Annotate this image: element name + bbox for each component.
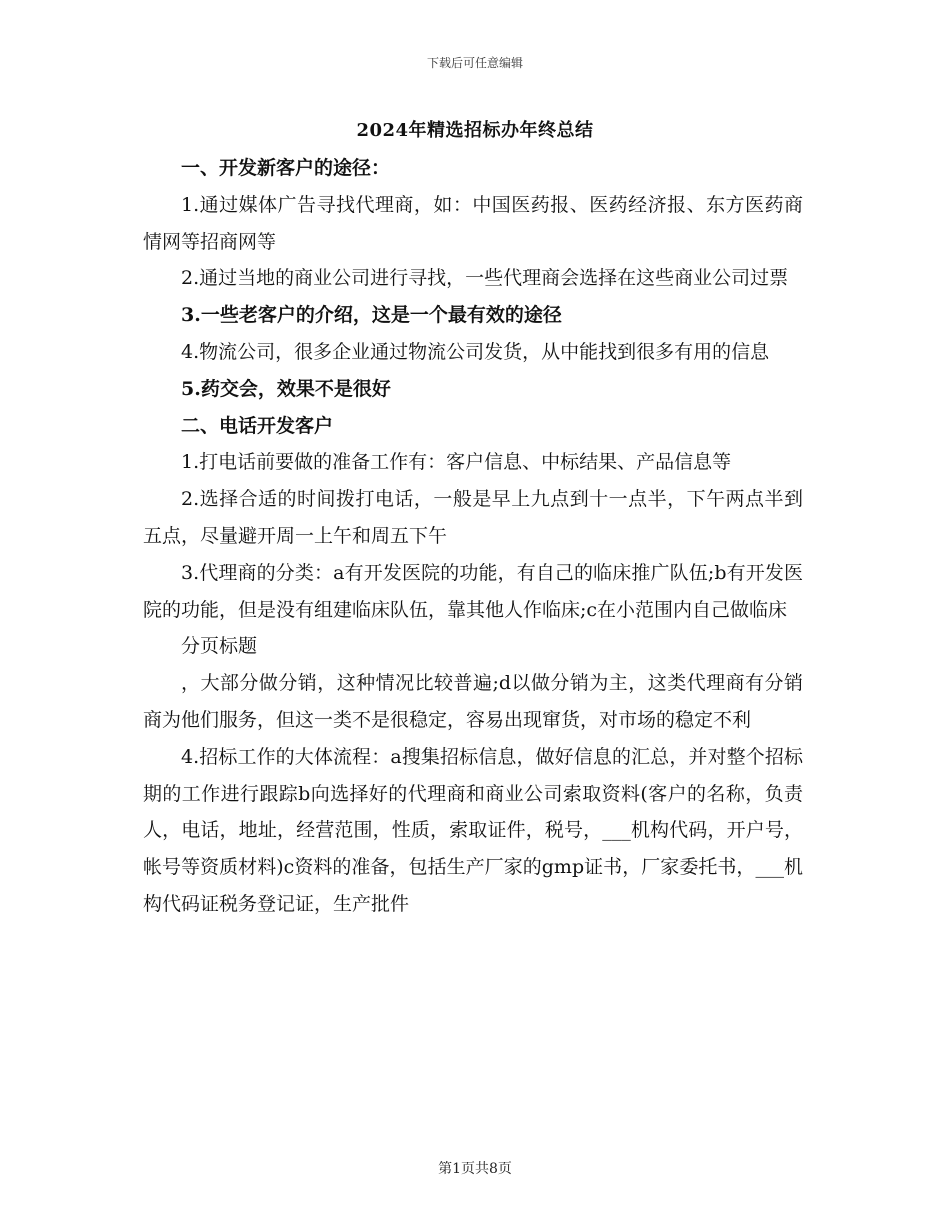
page-header-note: 下载后可任意编辑 [426, 56, 523, 70]
paragraph: 5.药交会，效果不是很好 [181, 377, 391, 400]
paragraph: 4.物流公司，很多企业通过物流公司发货，从中能找到很多有用的信息 [181, 340, 770, 363]
section-heading: 一、开发新客户的途径： [181, 157, 391, 179]
paragraph: 4.招标工作的大体流程：a搜集招标信息，做好信息的汇总，并对整个招标期的工作进行跟踪b向选择好的代理商和商业公司索取资料(客户的名称，负责人，电话，地址，经营范围，性质，索取证件，税号，___机构代码，开户号，帐号等资质材料)c资料的准备，包括生产厂家的gmp证书，厂家委托书，___机构代码证税务登记证，生产批件 [143, 745, 803, 915]
paragraph: 2.通过当地的商业公司进行寻找，一些代理商会选择在这些商业公司过票 [181, 267, 789, 290]
paragraph: ，大部分做分销，这种情况比较普遍;d以做分销为主，这类代理商有分销商为他们服务，但这一类不是很稳定，容易出现窜货，对市场的稳定不利 [143, 672, 803, 731]
paragraph: 3.一些老客户的介绍，这是一个最有效的途径 [181, 304, 562, 327]
paragraph: 1.通过媒体广告寻找代理商，如：中国医药报、医药经济报、东方医药商情网等招商网等 [143, 193, 803, 253]
page-number: 第1页共8页 [438, 1161, 512, 1177]
paragraph: 分页标题 [181, 635, 258, 658]
document-body [143, 150, 803, 923]
paragraph: 1.打电话前要做的准备工作有：客户信息、中标结果、产品信息等 [181, 451, 732, 474]
section-heading: 二、电话开发客户 [181, 414, 334, 437]
paragraph: 3.代理商的分类：a有开发医院的功能，有自己的临床推广队伍;b有开发医院的功能，但是没有组建临床队伍，靠其他人作临床;c在小范围内自己做临床 [143, 561, 803, 621]
document-title: 2024年精选招标办年终总结 [356, 120, 594, 141]
paragraph: 2.选择合适的时间拨打电话，一般是早上九点到十一点半，下午两点半到五点，尽量避开周一上午和周五下午 [143, 488, 803, 547]
